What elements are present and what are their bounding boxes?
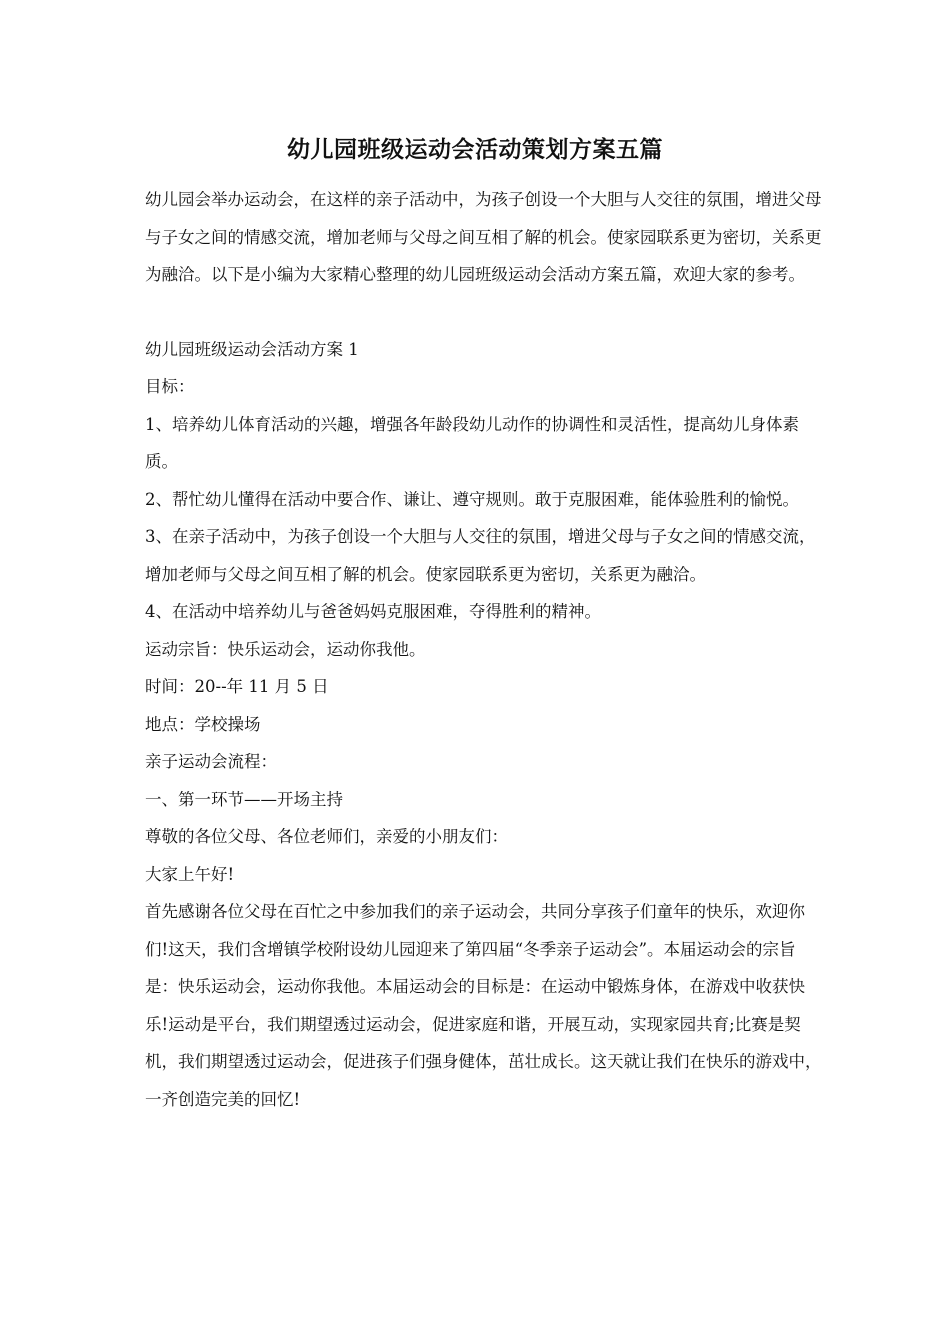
time-line: 时间：20--年 11 月 5 日: [145, 677, 329, 696]
good-morning-line: 大家上午好!: [145, 864, 235, 884]
goal-item-3: 3、在亲子活动中，为孩子创设一个大胆与人交往的氛围，增进父母与子女之间的情感交流，增加老师与父母之间互相了解的机会。使家园联系更为密切，关系更为融洽。: [145, 527, 816, 584]
process-label: 亲子运动会流程：: [145, 752, 277, 771]
section-heading-1: 一、第一环节——开场主持: [145, 789, 343, 809]
document-body: [145, 181, 825, 1118]
plan-heading: 幼儿园班级运动会活动方案 1: [145, 339, 359, 359]
paragraph-spacer: [145, 294, 825, 331]
goal-item-4: 4、在活动中培养幼儿与爸爸妈妈克服困难，夺得胜利的精神。: [145, 602, 601, 621]
document-title: 幼儿园班级运动会活动策划方案五篇: [287, 136, 663, 163]
purpose-line: 运动宗旨：快乐运动会，运动你我他。: [145, 639, 426, 659]
location-line: 地点：学校操场: [145, 714, 261, 734]
greeting-line: 尊敬的各位父母、各位老师们，亲爱的小朋友们：: [145, 827, 508, 846]
speech-paragraph: 首先感谢各位父母在百忙之中参加我们的亲子运动会，共同分享孩子们童年的快乐，欢迎你们!这天，我们含增镇学校附设幼儿园迎来了第四届“冬季亲子运动会”。本届运动会的宗旨是：快乐运动会，运动你我他。本届运动会的目标是：在运动中锻炼身体，在游戏中收获快乐!运动是平台，我们期望透过运动会，促进家庭和谐，开展互动，实现家园共育;比赛是契机，我们期望透过运动会，促进孩子们强身健体，茁壮成长。这天就让我们在快乐的游戏中，一齐创造完美的回忆!: [145, 902, 822, 1109]
goals-label: 目标：: [145, 377, 195, 396]
goal-item-2: 2、帮忙幼儿懂得在活动中要合作、谦让、遵守规则。敢于克服困难，能体验胜利的愉悦。: [145, 489, 799, 509]
goal-item-1: 1、培养幼儿体育活动的兴趣，增强各年龄段幼儿动作的协调性和灵活性，提高幼儿身体素质。: [145, 414, 799, 471]
intro-paragraph: 幼儿园会举办运动会，在这样的亲子活动中，为孩子创设一个大胆与人交往的氛围，增进父母与子女之间的情感交流，增加老师与父母之间互相了解的机会。使家园联系更为密切，关系更为融洽。以下是小编为大家精心整理的幼儿园班级运动会活动方案五篇，欢迎大家的参考。: [145, 190, 822, 284]
